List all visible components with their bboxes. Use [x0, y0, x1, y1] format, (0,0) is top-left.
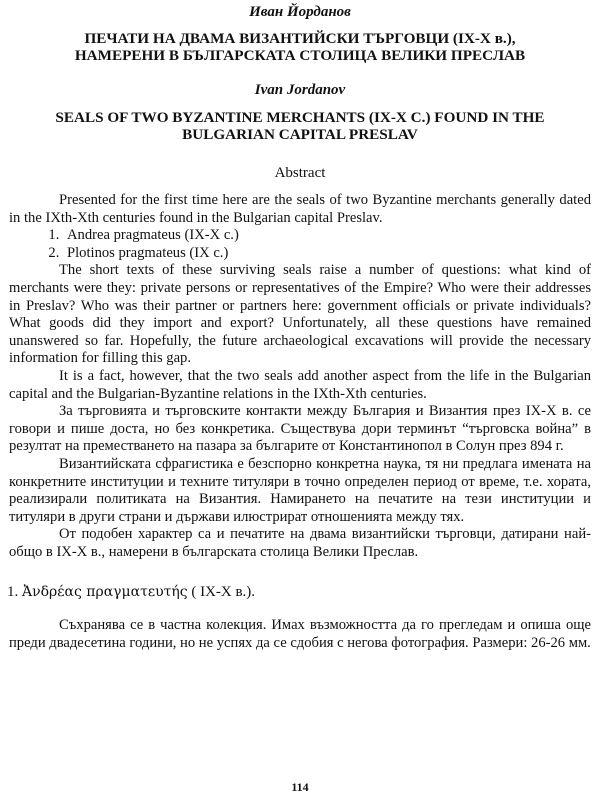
page-number: 114: [291, 780, 309, 794]
section-heading-1: [7, 583, 591, 601]
title-bg-line2: НАМЕРЕНИ В БЪЛГАРСКАТА СТОЛИЦА ВЕЛИКИ ПРЕСЛАВ: [74, 47, 526, 64]
section-greek-name: Ἀνδρέας πραγματευτής: [22, 584, 188, 601]
abstract-paragraph-3: It is a fact, however, that the two seals add another aspect from the life in the Bulgarian capital and the Bulgarian-Byzantine relations in the IXth-Xth centuries.: [9, 367, 591, 402]
body-paragraph-1: За търговията и търговските контакти между България и Византия през IX-X в. се говори и пише доста, но без конкретика. Съществува дори терминът “търговска война” в резултат на преместването на пазара за българите от Константинопол в Солун през 894 г.: [9, 403, 591, 455]
title-en-line1: SEALS OF TWO BYZANTINE MERCHANTS (IX-X C.) FOUND IN THE: [55, 109, 545, 126]
section-number: 1.: [7, 584, 19, 601]
title-en-line2: BULGARIAN CAPITAL PRESLAV: [182, 126, 418, 143]
section-date: ( IX-X в.).: [191, 584, 256, 601]
body-paragraph-3: От подобен характер са и печатите на двама византийски търговци, датирани най-общо в IX-X в., намерени в българската столица Велики Преслав.: [9, 526, 591, 560]
seal-list-item: 1. Andrea pragmateus (IX-X c.): [63, 227, 591, 245]
title-bg-line1: ПЕЧАТИ НА ДВАМА ВИЗАНТИЙСКИ ТЪРГОВЦИ (IX-X в.),: [84, 30, 516, 47]
seal-list-item: 2. Plotinos pragmateus (IX c.): [63, 245, 591, 263]
abstract-heading: Abstract: [274, 165, 326, 181]
author-bg: Иван Йорданов: [249, 4, 351, 20]
body-paragraph-2: Византийската сфрагистика е безспорно конкретна наука, тя ни предлага имената на конкретните институции и техните титуляри в точно определен период от време, т.е. хората, реализирали политиката на Византия. Намирането на печатите на тези институции и титуляри в други страни и държави илюстрират отношенията между тях.: [9, 455, 591, 525]
author-en: Ivan Jordanov: [254, 82, 346, 98]
abstract-intro: Presented for the first time here are the seals of two Byzantine merchants generally dated in the IXth-Xth centuries found in the Bulgarian capital Preslav.: [9, 192, 591, 226]
title-en: [9, 109, 591, 143]
section-1-text: Съхранява се в частна колекция. Имах възможността да го прегледам и опиша още преди двадесетина години, но не успях да се сдобия с негова фотография. Размери: 26-26 мм.: [9, 617, 591, 652]
abstract-paragraph-2: The short texts of these surviving seals raise a number of questions: what kind of merchants were they: private persons or representatives of the Empire? Who were their addresses in Preslav? Who was their partner or partners here: government officials or private individuals? What goods did they import and export? Unfortunately, all these questions have remained unanswered so far. Hopefully, the future archaeological excavations will provide the necessary information for filling this gap.: [9, 262, 591, 367]
seal-list: [9, 227, 591, 262]
title-bg: [9, 30, 591, 64]
